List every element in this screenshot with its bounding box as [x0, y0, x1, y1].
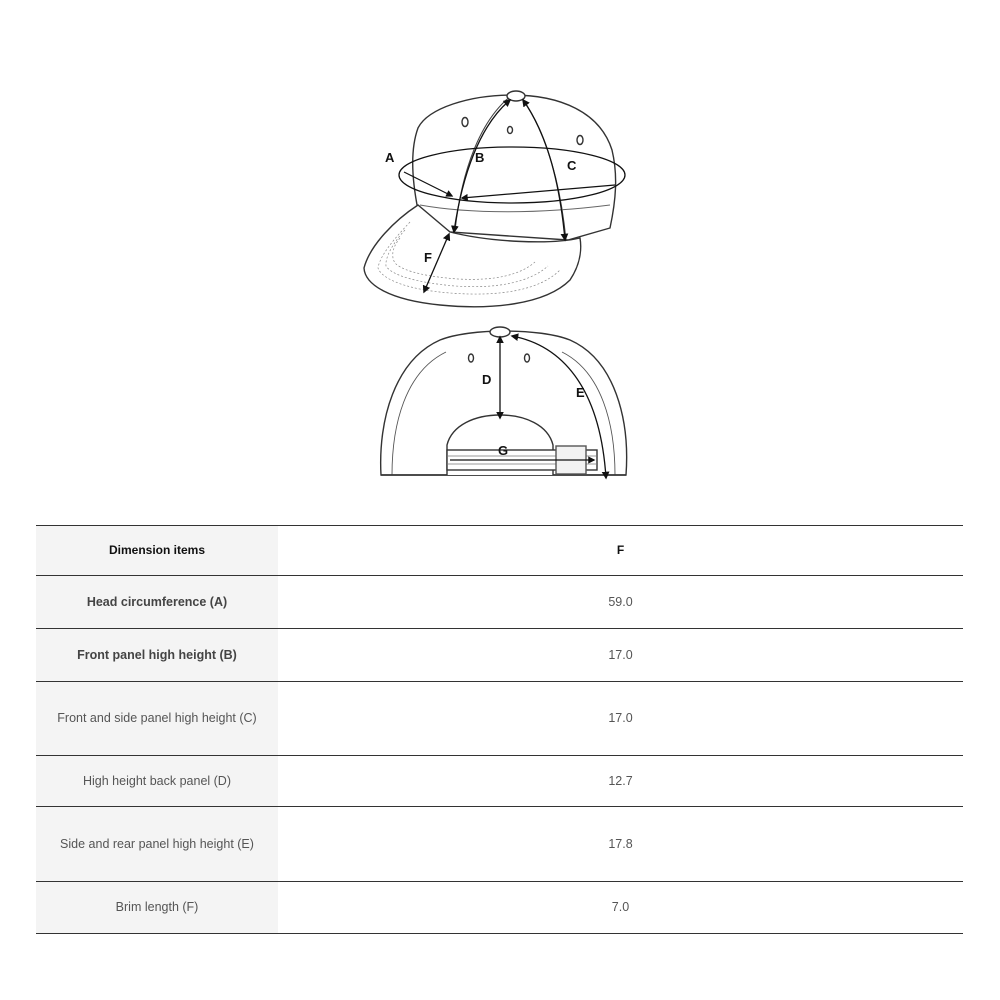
table-header-row [36, 526, 963, 576]
table-row [36, 682, 963, 756]
row-label: Front and side panel high height (C) [36, 682, 278, 756]
row-label: Front panel high height (B) [36, 629, 278, 682]
diagram-label-a: A [385, 150, 395, 165]
row-value: 17.0 [278, 682, 963, 756]
header-size-f: F [278, 526, 963, 576]
row-value: 17.8 [278, 807, 963, 882]
table-row [36, 629, 963, 682]
row-label: Side and rear panel high height (E) [36, 807, 278, 882]
table-row [36, 576, 963, 629]
row-value: 59.0 [278, 576, 963, 629]
table-row [36, 756, 963, 807]
row-value: 12.7 [278, 756, 963, 807]
diagram-label-c: C [567, 158, 577, 173]
row-value: 17.0 [278, 629, 963, 682]
table-row [36, 882, 963, 934]
row-label: Brim length (F) [36, 882, 278, 934]
diagram-label-f: F [424, 250, 432, 265]
diagram-label-b: B [475, 150, 485, 165]
dimension-table [36, 525, 963, 934]
table-row [36, 807, 963, 882]
diagram-label-e: E [576, 385, 585, 400]
diagram-label-g: G [498, 443, 509, 458]
row-value: 7.0 [278, 882, 963, 934]
header-dimension-items: Dimension items [36, 526, 278, 576]
diagram-label-d: D [482, 372, 492, 387]
row-label: Head circumference (A) [36, 576, 278, 629]
row-label: High height back panel (D) [36, 756, 278, 807]
